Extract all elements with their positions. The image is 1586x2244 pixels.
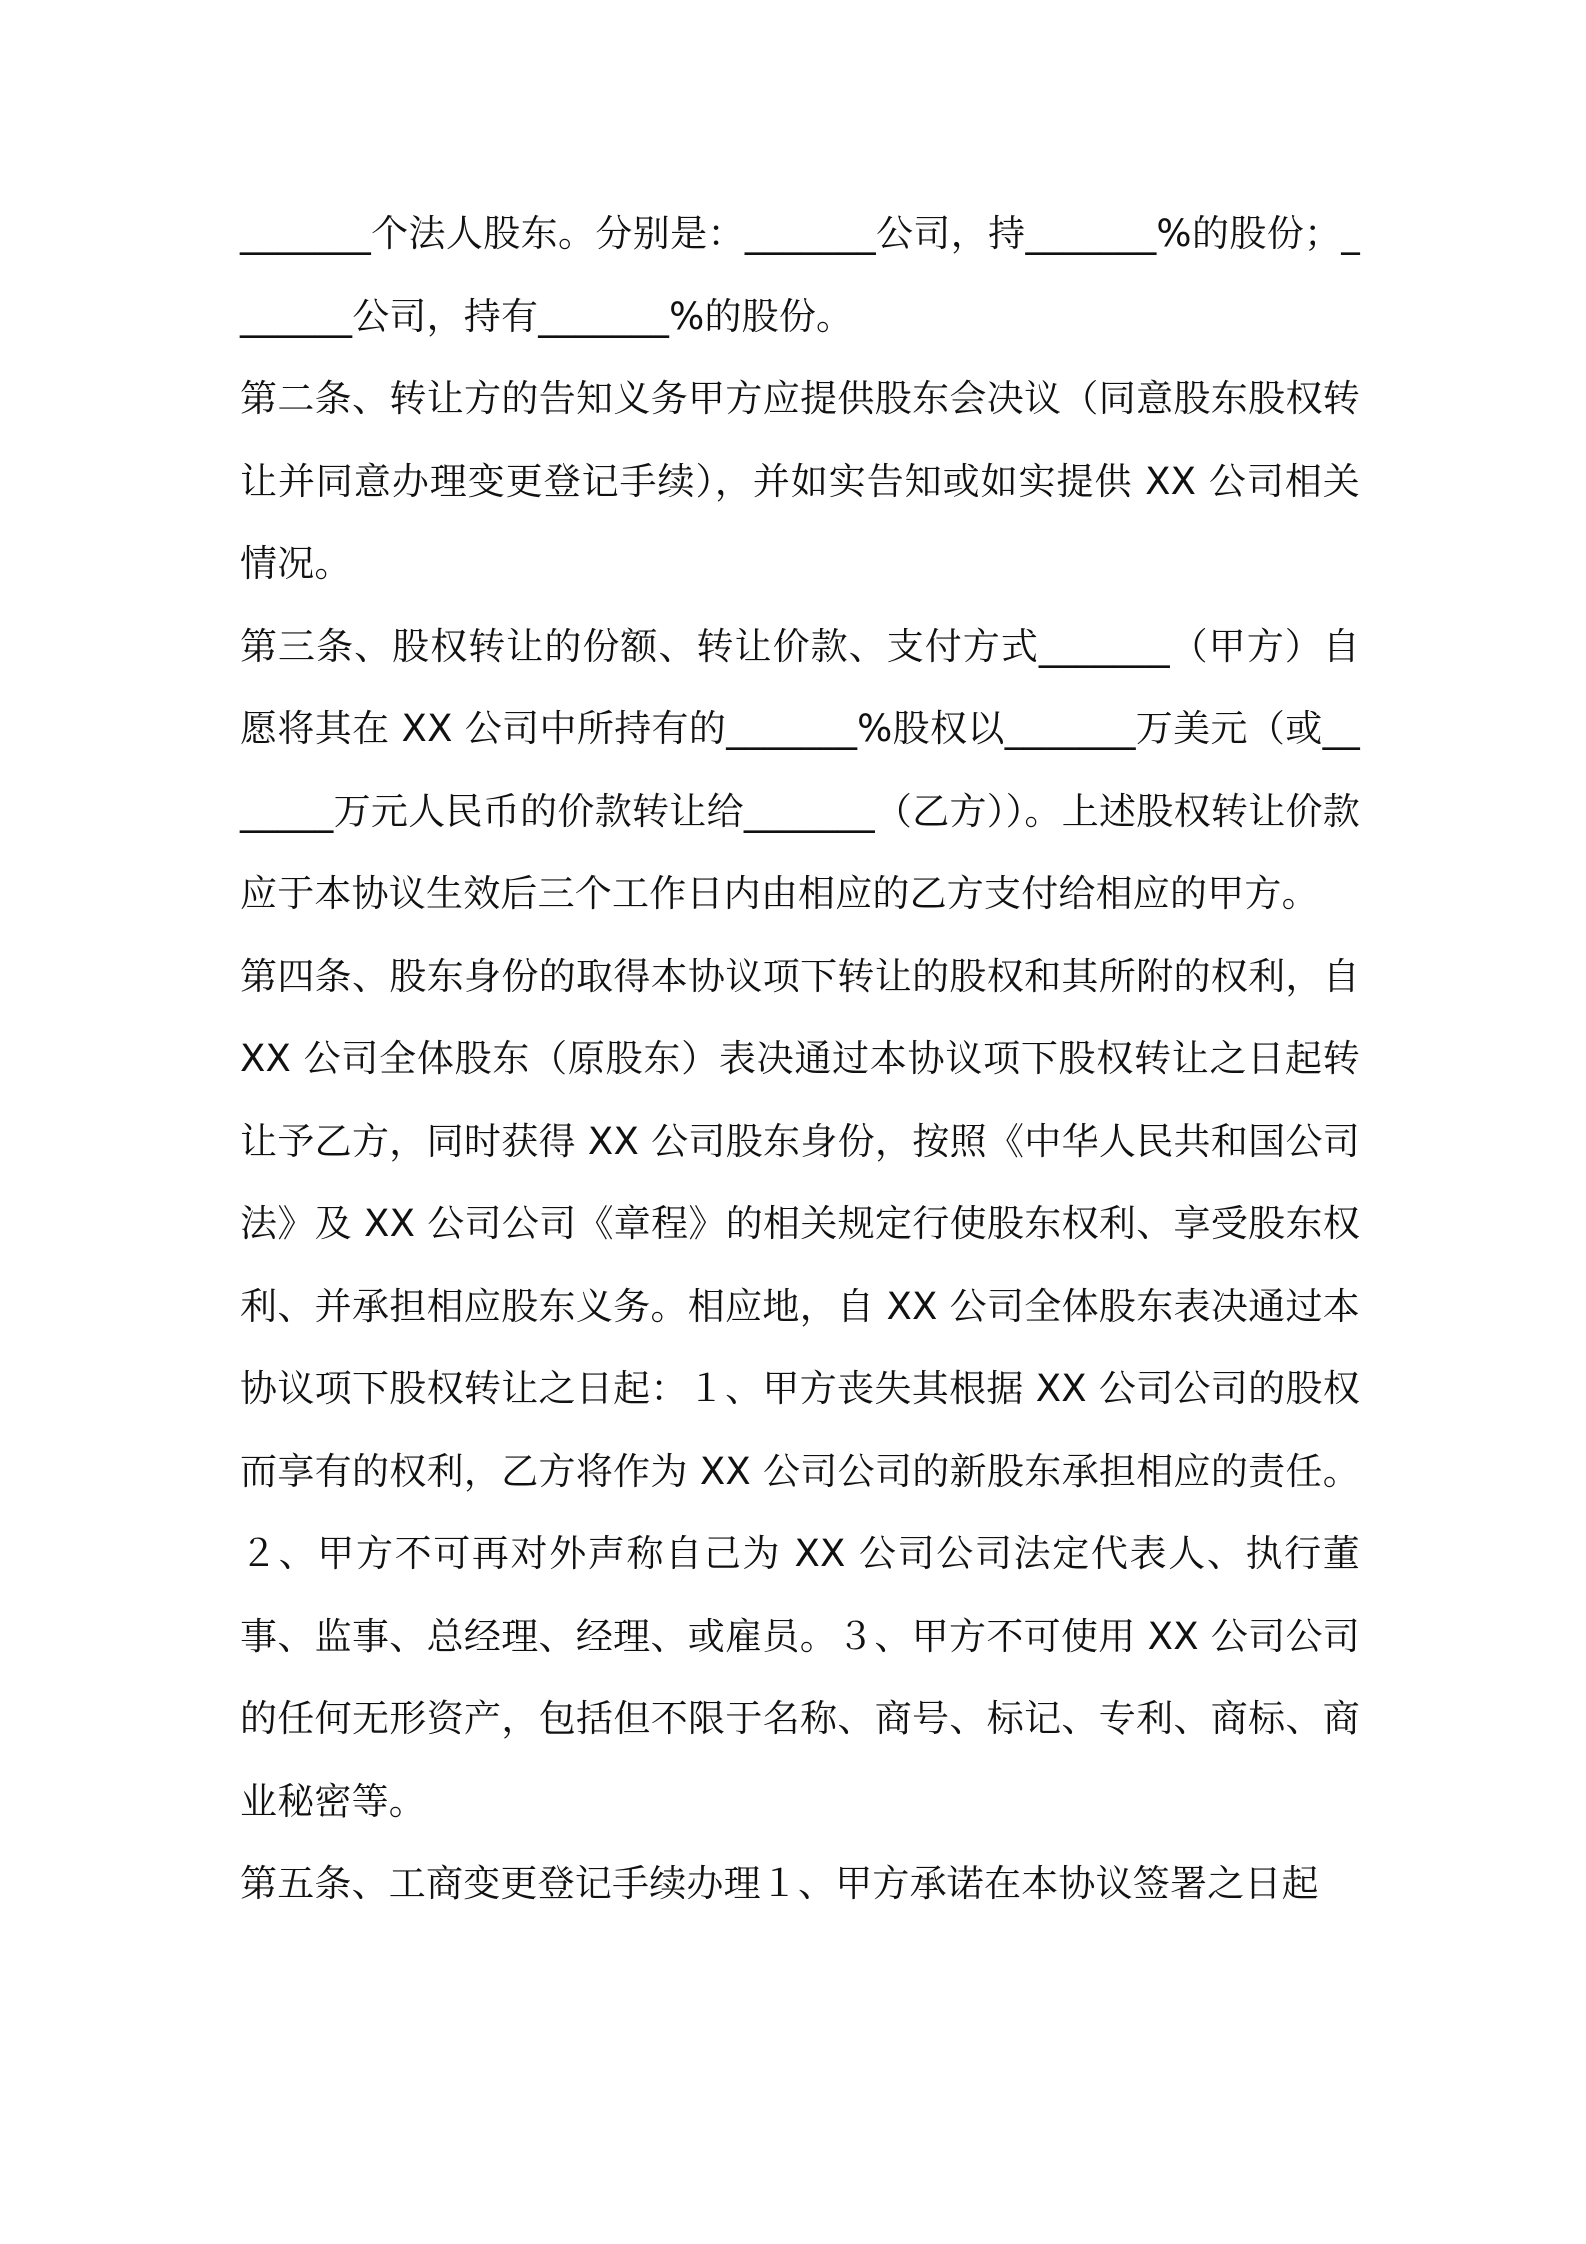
paragraph-article-4: 第四条、股东身份的取得本协议项下转让的股权和其所附的权利，自 XX 公司全体股东（原股东）表决通过本协议项下股权转让之日起转让予乙方，同时获得 XX 公司股东身份，按照《中华人民共和国公司法》及 XX 公司公司《章程》的相关规定行使股东权利、享受股东权利、并承担相应股东义务。相应地，自 XX 公司全体股东表决通过本协议项下股权转让之日起：１、甲方丧失其根据 XX 公司公司的股权而享有的权利，乙方将作为 XX 公司公司的新股东承担相应的责任。２、甲方不可再对外声称自己为 XX 公司公司法定代表人、执行董事、监事、总经理、经理、或雇员。３、甲方不可使用 XX 公司公司的任何无形资产，包括但不限于名称、商号、标记、专利、商标、商业秘密等。 (240, 954, 1360, 1823)
paragraph-article-2: 第二条、转让方的告知义务甲方应提供股东会决议（同意股东股权转让并同意办理变更登记手续），并如实告知或如实提供 XX 公司相关情况。 (240, 377, 1360, 585)
document-body (240, 193, 1360, 1926)
paragraph-article-5: 第五条、工商变更登记手续办理１、甲方承诺在本协议签署之日起 (240, 1862, 1319, 1905)
paragraph-shareholders: _______个法人股东。分别是：_______公司，持_______%的股份；_______公司，持有_______%的股份。 (240, 212, 1360, 338)
paragraph-article-3: 第三条、股权转让的份额、转让价款、支付方式_______（甲方）自愿将其在 XX 公司中所持有的_______%股权以_______万美元（或_______万元人民币的价款转让给_______（乙方））。上述股权转让价款应于本协议生效后三个工作日内由相应的乙方支付给相应的甲方。 (240, 624, 1360, 915)
